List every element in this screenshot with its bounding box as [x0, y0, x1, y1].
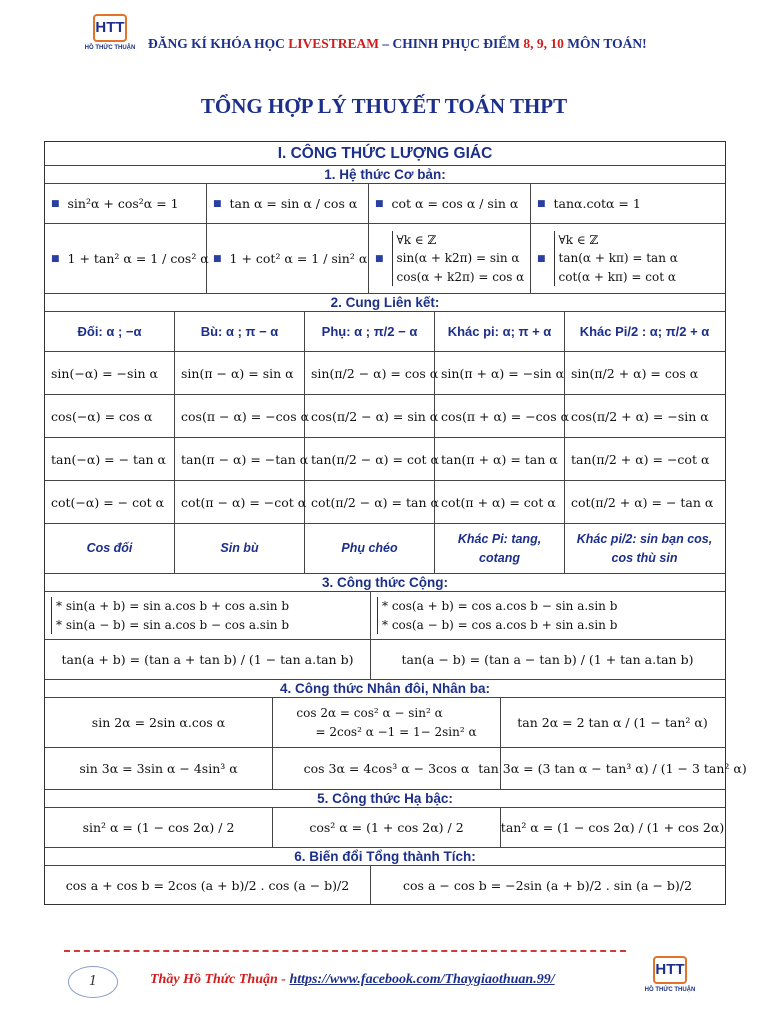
- linked-row-cot: [45, 481, 725, 524]
- footer-logo: [640, 956, 700, 1004]
- formula-cell: tan(π/2 + α) = −cot α: [571, 451, 710, 467]
- formula-cell: cos a + cos b = 2cos (a + b)/2 . cos (a − b)/2: [45, 866, 371, 904]
- formula-cell: tan² α = (1 − cos 2α) / (1 + cos 2α): [500, 820, 725, 835]
- formula-text: ∀k ∈ ℤ tan(α + kπ) = tan α cot(α + kπ) = cot α: [554, 231, 678, 287]
- bullet-icon: ■: [213, 253, 222, 264]
- page-title: TỔNG HỢP LÝ THUYẾT TOÁN THPT: [200, 94, 568, 118]
- formula-cell: sin 2α = 2sin α.cos α: [45, 698, 273, 747]
- banner-text-3: – CHINH PHỤC ĐIỂM: [379, 36, 524, 51]
- page-number: 1: [68, 966, 118, 998]
- formula-cell: tan(a − b) = (tan a − tan b) / (1 + tan a.tan b): [401, 652, 694, 667]
- formula-cell: cot(−α) = − cot α: [45, 481, 175, 523]
- linked-row-sin: [45, 352, 725, 395]
- logo-caption: HỒ THỨC THUẬN: [644, 987, 696, 993]
- bullet-icon: ■: [375, 198, 384, 209]
- power-reduction-heading: 5. Công thức Hạ bậc:: [45, 790, 725, 808]
- brand-logo: [80, 14, 140, 58]
- linked-row-cos: [45, 395, 725, 438]
- mnemonic-label: Phụ chéo: [305, 524, 435, 573]
- formula-cell: cot(π/2 + α) = − tan α: [571, 494, 714, 510]
- basic-identities-heading: 1. Hệ thức Cơ bản:: [45, 166, 725, 184]
- formula-cell: sin(−α) = −sin α: [45, 352, 175, 394]
- formula-text: * sin(a + b) = sin a.cos b + cos a.sin b * sin(a − b) = sin a.cos b − cos a.sin b: [51, 597, 289, 634]
- addition-row-sincos: [45, 592, 725, 640]
- formula-cell: sin(π − α) = sin α: [175, 352, 305, 394]
- bullet-icon: ■: [537, 198, 546, 209]
- formula-cell: cos a − cos b = −2sin (a + b)/2 . sin (a − b)/2: [403, 877, 692, 893]
- basic-row-1: [45, 184, 725, 224]
- formula-cell: tan 3α = (3 tan α − tan³ α) / (1 − 3 tan² α): [478, 761, 747, 776]
- addition-row-tan: [45, 640, 725, 680]
- sum-to-product-row: [45, 866, 725, 904]
- formula-cell: cos² α = (1 + cos 2α) / 2: [273, 808, 501, 847]
- formula-cell: [207, 224, 369, 293]
- formula-cell: [207, 184, 369, 223]
- banner-text-4: 8, 9, 10: [523, 36, 564, 51]
- formula-cell: [45, 184, 207, 223]
- formula-cell: cos(π/2 + α) = −sin α: [571, 408, 709, 424]
- formula-text: 1 + cot² α = 1 / sin² α: [229, 251, 368, 266]
- formula-cell: cot(π/2 − α) = tan α: [305, 481, 435, 523]
- bullet-icon: ■: [213, 198, 222, 209]
- formula-cell: cos(π − α) = −cos α: [175, 395, 305, 437]
- bullet-icon: ■: [51, 253, 60, 264]
- mnemonic-label: Khác pi/2: sin bạn cos, cos thù sin: [576, 531, 713, 565]
- formula-cell: [45, 592, 371, 639]
- formula-cell: tan 2α = 2 tan α / (1 − tan² α): [517, 715, 708, 730]
- formula-cell: cot(π + α) = cot α: [435, 481, 565, 523]
- mnemonic-label: Cos đối: [45, 524, 175, 573]
- facebook-link[interactable]: https://www.facebook.com/Thaygiaothuan.99/: [289, 972, 555, 987]
- formula-table: [44, 141, 747, 905]
- triple-row: [45, 748, 747, 790]
- formula-cell: cos(π/2 − α) = sin α: [305, 395, 435, 437]
- footer-separator: -: [277, 972, 290, 987]
- course-banner: [148, 36, 647, 52]
- footer-credit: [150, 972, 555, 988]
- basic-row-2: [45, 224, 725, 294]
- mnemonic-label: Sin bù: [175, 524, 305, 573]
- formula-cell: sin(π/2 − α) = cos α: [305, 352, 435, 394]
- formula-cell: [369, 184, 531, 223]
- section-heading: I. CÔNG THỨC LƯỢNG GIÁC: [45, 142, 725, 166]
- mnemonic-label: Khác Pi: tang, cotang: [435, 524, 565, 573]
- formula-cell: tan(a + b) = (tan a + tan b) / (1 − tan a.tan b): [45, 640, 371, 679]
- formula-cell: tan(π − α) = −tan α: [175, 438, 305, 480]
- double-row: [45, 698, 725, 748]
- formula-text: sin²α + cos²α = 1: [67, 196, 179, 211]
- formula-cell: [531, 224, 724, 293]
- formula-cell: tan(−α) = − tan α: [45, 438, 175, 480]
- bullet-icon: ■: [51, 198, 60, 209]
- formula-text: * cos(a + b) = cos a.cos b − sin a.sin b * cos(a − b) = cos a.cos b + sin a.sin b: [377, 597, 617, 634]
- teacher-name: Thầy Hồ Thức Thuận: [150, 972, 278, 987]
- linked-row-tan: [45, 438, 725, 481]
- linked-mnemonic-row: [45, 524, 725, 574]
- bullet-icon: ■: [537, 253, 546, 264]
- column-header: Khác Pi/2 : α; π/2 + α: [579, 324, 710, 339]
- formula-text: 1 + tan² α = 1 / cos² α: [67, 251, 209, 266]
- linked-header-row: [45, 312, 725, 352]
- formula-cell: sin² α = (1 − cos 2α) / 2: [45, 808, 273, 847]
- logo-mark: HTT: [93, 14, 127, 42]
- formula-cell: sin(π/2 + α) = cos α: [571, 365, 699, 381]
- formula-text: cos 2α = cos² α − sin² α = 2cos² α −1 = 1− 2sin² α: [296, 705, 477, 739]
- formula-cell: [45, 224, 207, 293]
- sum-to-product-heading: 6. Biến đổi Tổng thành Tích:: [45, 848, 725, 866]
- addition-heading: 3. Công thức Cộng:: [45, 574, 725, 592]
- banner-text-2: LIVESTREAM: [288, 36, 380, 51]
- formula-cell: [371, 592, 724, 639]
- column-header: Đối: α ; −α: [45, 312, 175, 351]
- linked-angles-heading: 2. Cung Liên kết:: [45, 294, 725, 312]
- double-triple-heading: 4. Công thức Nhân đôi, Nhân ba:: [45, 680, 725, 698]
- formula-cell: [273, 698, 501, 747]
- formula-text: tan α = sin α / cos α: [229, 196, 358, 211]
- column-header: Phụ: α ; π/2 − α: [305, 312, 435, 351]
- formula-text: ∀k ∈ ℤ sin(α + k2π) = sin α cos(α + k2π) = cos α: [392, 231, 525, 287]
- logo-mark: HTT: [653, 956, 687, 984]
- formula-text: tanα.cotα = 1: [553, 196, 641, 211]
- formula-cell: cos 3α = 4cos³ α − 3cos α: [273, 748, 501, 789]
- formula-cell: tan(π/2 − α) = cot α: [305, 438, 435, 480]
- banner-text-1: ĐĂNG KÍ KHÓA HỌC: [148, 36, 289, 51]
- formula-cell: [531, 184, 724, 223]
- power-reduction-row: [45, 808, 725, 848]
- formula-cell: cot(π − α) = −cot α: [175, 481, 305, 523]
- formula-cell: cos(π + α) = −cos α: [435, 395, 565, 437]
- formula-cell: cos(−α) = cos α: [45, 395, 175, 437]
- column-header: Khác pi: α; π + α: [435, 312, 565, 351]
- formula-text: cot α = cos α / sin α: [391, 196, 519, 211]
- footer-divider: [64, 950, 626, 952]
- formula-cell: [369, 224, 531, 293]
- bullet-icon: ■: [375, 253, 384, 264]
- logo-caption: HỒ THỨC THUẬN: [84, 45, 136, 51]
- column-header: Bù: α ; π − α: [175, 312, 305, 351]
- banner-text-5: MÔN TOÁN!: [563, 36, 647, 51]
- formula-cell: tan(π + α) = tan α: [435, 438, 565, 480]
- formula-cell: sin 3α = 3sin α − 4sin³ α: [45, 748, 273, 789]
- formula-cell: sin(π + α) = −sin α: [435, 352, 565, 394]
